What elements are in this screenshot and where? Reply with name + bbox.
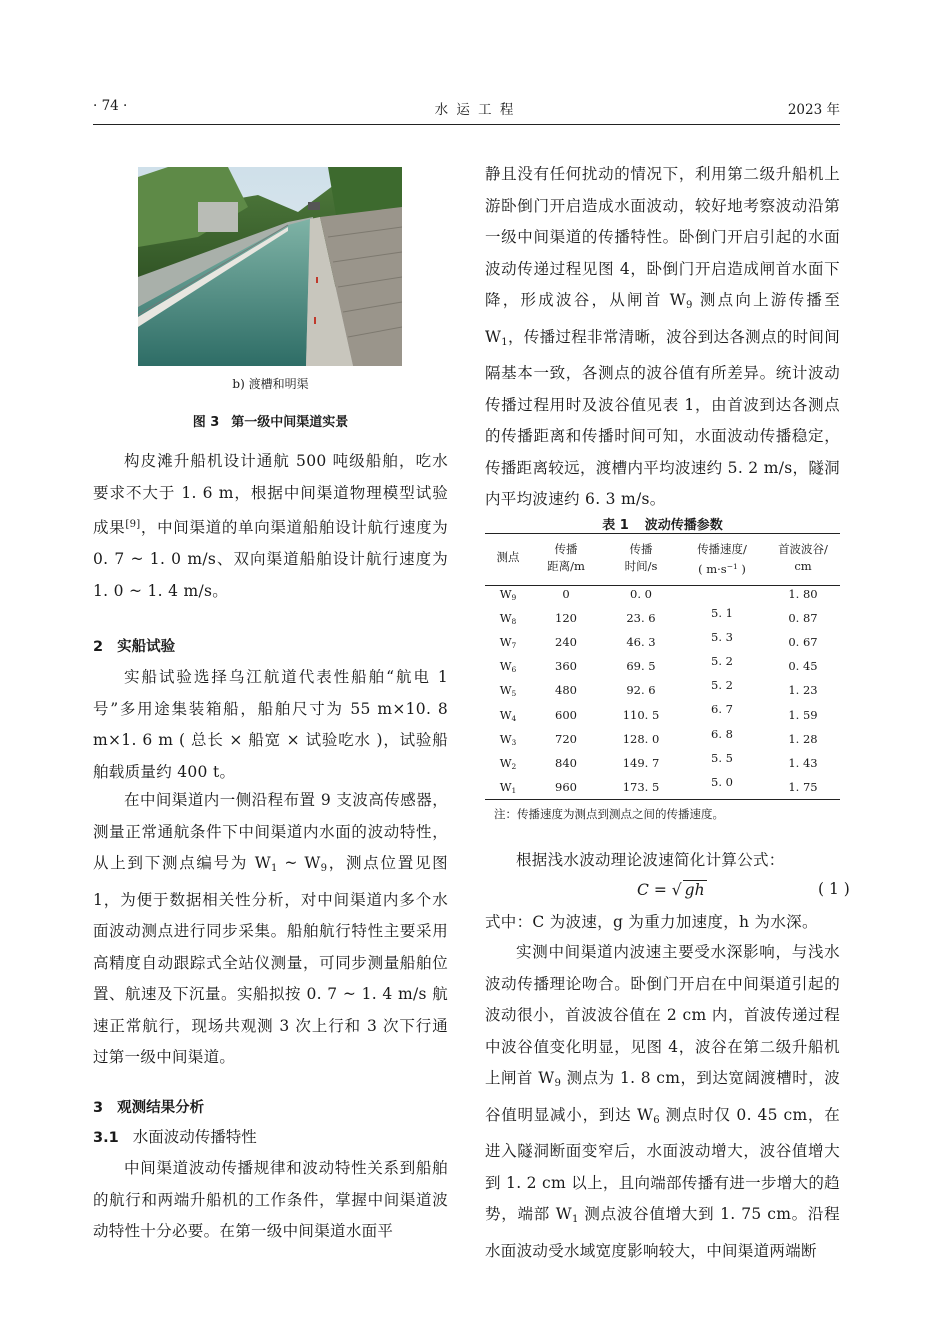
table-cell: 1. 75 xyxy=(788,779,818,794)
paragraph: 中间渠道波动传播规律和波动特性关系到船舶的航行和两端升船机的工作条件，掌握中间渠道波动特性十分必要。在第一级中间渠道水面平 xyxy=(93,1159,448,1240)
table-cell: 6. 7 xyxy=(711,702,733,717)
table-cell: $W_1$ xyxy=(499,779,517,796)
paragraph: 静且没有任何扰动的情况下，利用第二级升船机上游卧倒门开启造成水面波动，较好地考察波动沿第一级中间渠道的传播特性。卧倒门开启引起的水面波动传递过程见图 4，卧倒门开启造成闸首水面下降，形成波谷，从闸首 $W_9$ 测点向上游传播至 $W_1$，传播过程非常清晰，波谷到达各测点的时间间隔基本一致，各测点的波谷值有所差异。统计波动传播过程用时及波谷值见表 1，由首波到达各测点的传播距离和传播时间可知，水面波动传播稳定，传播距离较远，渡槽内平均波速约 5. 2 m/s，隧洞内平均波速约 6. 3 m/s。 xyxy=(485,165,840,509)
table-cell: 1. 59 xyxy=(788,707,818,722)
table-cell: 5. 3 xyxy=(711,630,733,645)
paragraph: 在中间渠道内一侧沿程布置 9 支波高传感器，测量正常通航条件下中间渠道内水面的波动特性，从上到下测点编号为 $W_1$ ~ $W_9$，测点位置见图 1，为便于数据相关性分析，对中间渠道内多个水面波动测点进行同步采集。船舶航行特性主要采用高精度自动跟踪式全站仪测量，可同步测量船舶位置、航速及下沉量。实船拟按 0. 7 ~ 1. 4 m/s 航速正常航行，现场共观测 3 次上行和 3 次下行通过第一级中间渠道。 xyxy=(93,791,448,1067)
table-cell: 720 xyxy=(555,731,577,746)
table-cell: 1. 28 xyxy=(788,731,818,746)
table-cell: 5. 0 xyxy=(711,774,733,789)
figure-subcaption: b) 渡槽和明渠 xyxy=(232,377,309,391)
figure-caption xyxy=(93,411,448,430)
paragraph: 实船试验选择乌江航道代表性船舶“航电 1 号”多用途集装箱船，船舶尺寸为 55 m×10. 8 m×1. 6 m ( 总长 × 船宽 × 试验吃水 )，试验船舶载质量约 400 t。 xyxy=(93,668,448,781)
table-caption xyxy=(485,514,840,533)
table-header-rule xyxy=(485,585,840,586)
table-cell: $W_5$ xyxy=(499,683,517,699)
table-header-cell: 首波波谷/ cm xyxy=(778,542,828,573)
header-rule xyxy=(93,124,840,125)
table-cell: $W_7$ xyxy=(499,635,517,651)
table-cell: $W_6$ xyxy=(499,659,517,675)
table-cell: 600 xyxy=(555,707,577,722)
figure-title: 第一级中间渠道实景 xyxy=(231,415,349,430)
table-cell: 128. 0 xyxy=(622,731,660,746)
table-cell: 1. 43 xyxy=(788,755,818,770)
table-cell: 69. 5 xyxy=(626,659,656,674)
section-heading: 2 实船试验 xyxy=(93,639,176,655)
table-cell: 0. 87 xyxy=(788,611,818,626)
table-title: 波动传播参数 xyxy=(644,518,723,533)
table-cell: 0. 67 xyxy=(788,635,818,650)
page-number: · 74 · xyxy=(93,98,128,114)
paragraph: 根据浅水波动理论波速简化计算公式： xyxy=(516,851,785,869)
formula: C = √ gh xyxy=(637,881,705,899)
table-cell: 1. 23 xyxy=(788,683,818,698)
table-cell: 46. 3 xyxy=(626,635,656,650)
table-cell: 840 xyxy=(555,755,577,770)
table-cell: $W_2$ xyxy=(499,755,517,771)
table-cell: 149. 7 xyxy=(622,755,660,770)
table-cell: 0 xyxy=(562,587,570,601)
paragraph: 实测中间渠道内波速主要受水深影响，与浅水波动传播理论吻合。卧倒门开启在中间渠道引起的波动很小，首波波谷值在 2 cm 内，首波传递过程中波谷值变化明显，见图 4，波谷在第二级升船机上闸首 $W_9$ 测点为 1. 8 cm，到达宽阔渡槽时，波谷值明显减小，到达 $W_6$ 测点时仅 0. 45 cm，在进入隧洞断面变窄后，水面波动增大，波谷值增大到 1. 2 cm 以上，且向端部传播有进一步增大的趋势，端部 $W_1$ 测点波谷值增大到 1. 75 cm。沿程水面波动受水域宽度影响较大，中间渠道两端断 xyxy=(485,943,840,1260)
table-cell: $W_8$ xyxy=(499,611,517,627)
table-cell: 960 xyxy=(555,779,577,794)
table-header-cell: 传播 距离/m xyxy=(547,542,585,573)
table-cell: 360 xyxy=(555,659,577,674)
table-cell: 5. 2 xyxy=(711,654,733,669)
table-header-cell: 传播 时间/s xyxy=(624,542,658,573)
subsection-heading: 3.1 水面波动传播特性 xyxy=(93,1128,257,1146)
table-cell: 5. 2 xyxy=(711,678,733,693)
table-cell: 0. 0 xyxy=(630,587,652,601)
table-cell: 92. 6 xyxy=(626,683,656,698)
table-cell: 5. 5 xyxy=(711,750,733,765)
table-cell: 120 xyxy=(555,611,577,626)
table-cell: $W_4$ xyxy=(499,707,517,723)
figure-label: 图 3 xyxy=(192,415,220,430)
table-cell: 480 xyxy=(555,683,577,698)
journal-title: 水 运 工 程 xyxy=(434,102,516,118)
table-cell: 240 xyxy=(555,635,577,650)
table-cell: 6. 8 xyxy=(711,726,733,741)
table-cell: 173. 5 xyxy=(622,779,660,794)
table-cell: 1. 80 xyxy=(788,587,818,601)
table-bottom-rule xyxy=(485,799,840,800)
table-header-cell: 测点 xyxy=(496,550,520,564)
table-cell: $W_9$ xyxy=(499,587,517,603)
canal-photo xyxy=(138,167,402,366)
table-header-cell: 传播速度/ ( $m\cdot s^{-1}$ ) xyxy=(697,542,747,577)
table-label: 表 1 xyxy=(602,518,629,533)
table-cell: 0. 45 xyxy=(788,659,818,674)
table-cell: $W_3$ xyxy=(499,731,517,747)
table-cell: 5. 1 xyxy=(711,606,733,621)
table-top-rule xyxy=(485,533,840,534)
equation-number: ( 1 ) xyxy=(818,880,850,898)
paragraph: 式中：C 为波速，g 为重力加速度，h 为水深。 xyxy=(485,913,818,931)
paragraph: 构皮滩升船机设计通航 500 吨级船舶，吃水要求不大于 1. 6 m，根据中间渠道物理模型试验成果[9]，中间渠道的单向渠道船舶设计航行速度为 0. 7 ~ 1. 0 m/s、双向渠道船舶设计航行速度为 1. 0 ~ 1. 4 m/s。 xyxy=(93,452,448,600)
table-cell: 23. 6 xyxy=(626,611,656,626)
table-note: 注：传播速度为测点到测点之间的传播速度。 xyxy=(494,807,724,821)
section-heading: 3 观测结果分析 xyxy=(93,1100,205,1116)
year: 2023 年 xyxy=(787,102,840,118)
table-cell: 110. 5 xyxy=(622,707,660,722)
